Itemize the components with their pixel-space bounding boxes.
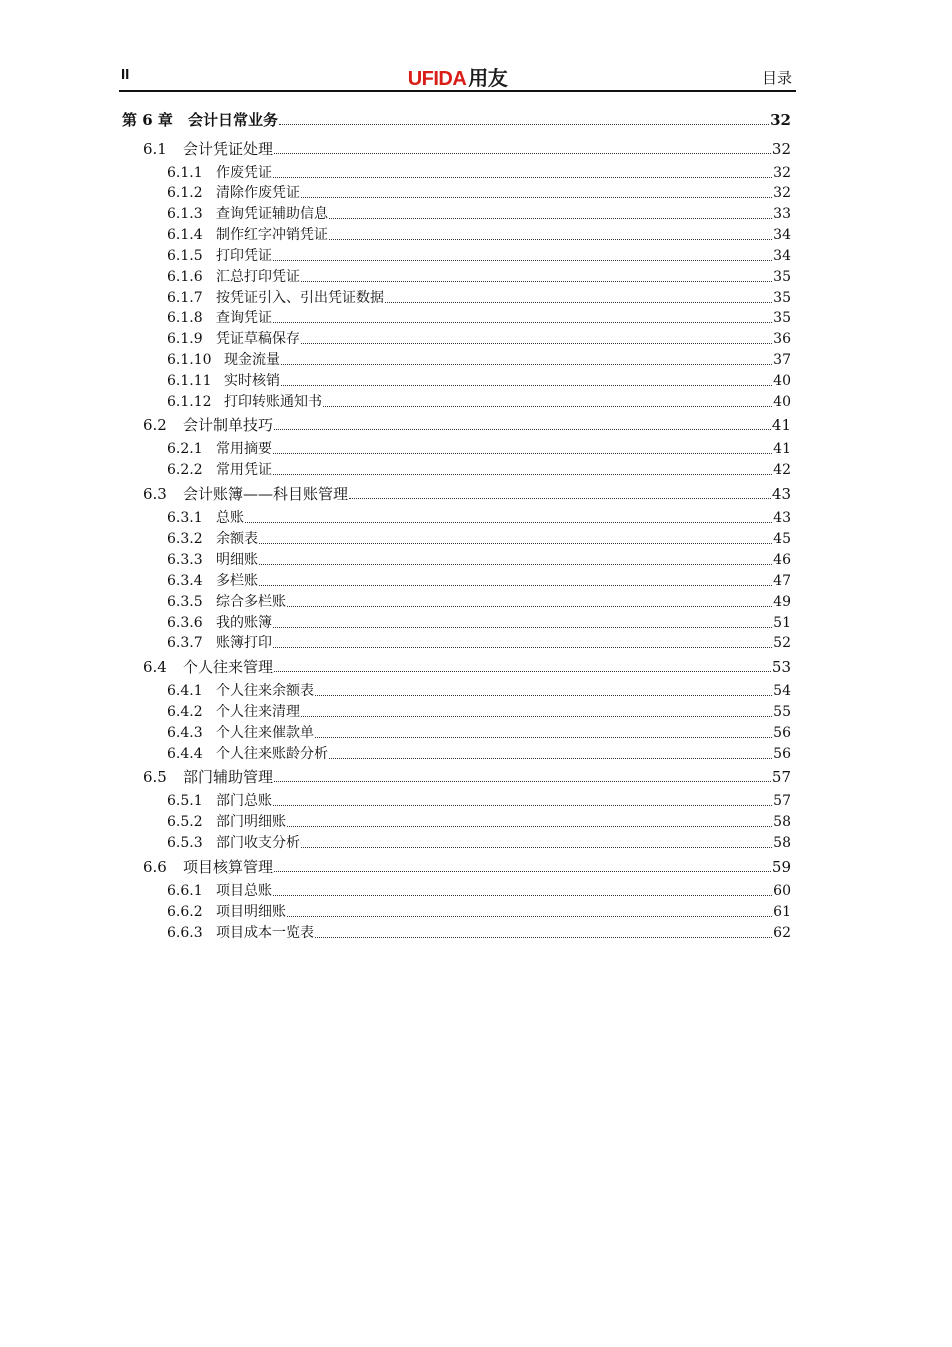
toc-entry-number: 6.4 bbox=[143, 658, 167, 676]
toc-entry-title: 会计日常业务 bbox=[188, 111, 279, 129]
toc-entry-number: 6.3.2 bbox=[167, 531, 203, 547]
dot-leader bbox=[301, 196, 772, 198]
toc-entry[interactable] bbox=[167, 681, 791, 701]
toc-entry-title: 实时核销 bbox=[224, 373, 280, 389]
toc-entry[interactable] bbox=[167, 902, 791, 922]
toc-entry[interactable] bbox=[167, 791, 791, 811]
logo-chinese: 用友 bbox=[468, 68, 508, 90]
dot-leader bbox=[273, 452, 772, 454]
toc-entry-number: 6.4.2 bbox=[167, 704, 203, 720]
toc-entry-number: 6.3.7 bbox=[167, 635, 203, 651]
toc-entry[interactable] bbox=[167, 288, 791, 308]
toc-entry-title: 部门明细账 bbox=[216, 814, 286, 830]
toc-entry-number: 6.2.2 bbox=[167, 462, 203, 478]
toc-entry[interactable] bbox=[167, 633, 791, 653]
dot-leader bbox=[301, 715, 772, 717]
dot-leader bbox=[273, 646, 772, 648]
toc-entry-page: 58 bbox=[773, 814, 791, 830]
toc-entry[interactable] bbox=[143, 657, 791, 677]
toc-entry-title: 总账 bbox=[216, 510, 244, 526]
toc-entry-title: 会计制单技巧 bbox=[183, 416, 274, 434]
dot-leader bbox=[273, 176, 772, 178]
toc-entry-title: 现金流量 bbox=[224, 352, 280, 368]
dot-leader bbox=[315, 936, 772, 938]
dot-leader bbox=[274, 152, 771, 154]
dot-leader bbox=[273, 894, 772, 896]
dot-leader bbox=[329, 217, 772, 219]
toc-entry[interactable] bbox=[167, 246, 791, 266]
toc-entry[interactable] bbox=[167, 308, 791, 328]
toc-entry-number: 6.1.3 bbox=[167, 206, 203, 222]
toc-entry-page: 32 bbox=[770, 111, 791, 129]
dot-leader bbox=[315, 694, 772, 696]
toc-entry-page: 32 bbox=[771, 140, 791, 158]
toc-entry-page: 58 bbox=[773, 835, 791, 851]
toc-entry-number: 6.1 bbox=[143, 140, 167, 158]
dot-leader bbox=[259, 563, 772, 565]
toc-entry-title: 个人往来余额表 bbox=[216, 683, 314, 699]
toc-entry-page: 40 bbox=[773, 394, 791, 410]
toc-entry[interactable] bbox=[167, 923, 791, 943]
dot-leader bbox=[259, 542, 772, 544]
toc-entry-number: 6.1.10 bbox=[167, 352, 212, 368]
toc-entry[interactable] bbox=[167, 613, 791, 633]
dot-leader bbox=[273, 804, 772, 806]
toc-entry[interactable] bbox=[167, 329, 791, 349]
toc-entry[interactable] bbox=[143, 857, 791, 877]
toc-entry-title: 项目核算管理 bbox=[183, 858, 274, 876]
toc-entry[interactable] bbox=[167, 267, 791, 287]
toc-entry[interactable] bbox=[122, 110, 791, 130]
toc-entry-page: 42 bbox=[773, 462, 791, 478]
toc-entry[interactable] bbox=[167, 225, 791, 245]
toc-entry[interactable] bbox=[167, 702, 791, 722]
dot-leader bbox=[279, 123, 769, 125]
toc-entry-number: 6.2.1 bbox=[167, 441, 203, 457]
toc-entry-title: 查询凭证辅助信息 bbox=[216, 206, 328, 222]
toc-entry-page: 51 bbox=[773, 615, 791, 631]
toc-entry-page: 57 bbox=[773, 793, 791, 809]
toc-entry-number: 第 6 章 bbox=[122, 111, 173, 129]
toc-entry-page: 46 bbox=[773, 552, 791, 568]
toc-entry-page: 35 bbox=[773, 290, 791, 306]
toc-entry[interactable] bbox=[143, 139, 791, 159]
toc-entry[interactable] bbox=[167, 350, 791, 370]
toc-entry-page: 35 bbox=[773, 269, 791, 285]
toc-entry-number: 6.1.2 bbox=[167, 185, 203, 201]
toc-entry-title: 个人往来管理 bbox=[183, 658, 274, 676]
toc-entry-page: 37 bbox=[773, 352, 791, 368]
toc-entry-number: 6.3 bbox=[143, 485, 167, 503]
toc-entry[interactable] bbox=[167, 881, 791, 901]
toc-entry[interactable] bbox=[167, 204, 791, 224]
toc-entry[interactable] bbox=[143, 767, 791, 787]
toc-entry-page: 56 bbox=[773, 746, 791, 762]
toc-entry-page: 54 bbox=[773, 683, 791, 699]
toc-entry-page: 52 bbox=[773, 635, 791, 651]
section-title: 目录 bbox=[761, 69, 792, 87]
toc-entry-page: 34 bbox=[773, 248, 791, 264]
toc-entry[interactable] bbox=[167, 571, 791, 591]
toc-entry-page: 59 bbox=[771, 858, 791, 876]
toc-entry[interactable] bbox=[167, 439, 791, 459]
toc-entry[interactable] bbox=[167, 529, 791, 549]
toc-entry[interactable] bbox=[167, 163, 791, 183]
toc-entry-page: 55 bbox=[773, 704, 791, 720]
toc-entry-number: 6.5.1 bbox=[167, 793, 203, 809]
toc-entry-title: 部门收支分析 bbox=[216, 835, 300, 851]
dot-leader bbox=[323, 405, 772, 407]
dot-leader bbox=[385, 301, 772, 303]
toc-entry[interactable] bbox=[143, 484, 791, 504]
toc-entry-title: 综合多栏账 bbox=[216, 594, 286, 610]
toc-entry-number: 6.3.3 bbox=[167, 552, 203, 568]
toc-entry-number: 6.6.2 bbox=[167, 904, 203, 920]
dot-leader bbox=[301, 280, 772, 282]
toc-entry-page: 40 bbox=[773, 373, 791, 389]
toc-entry-number: 6.1.1 bbox=[167, 165, 203, 181]
dot-leader bbox=[273, 321, 772, 323]
toc-entry-page: 49 bbox=[773, 594, 791, 610]
dot-leader bbox=[273, 473, 772, 475]
toc-entry-title: 部门辅助管理 bbox=[183, 768, 274, 786]
toc-entry-title: 部门总账 bbox=[216, 793, 272, 809]
toc-entry-title: 按凭证引入、引出凭证数据 bbox=[216, 290, 384, 306]
toc-entry[interactable] bbox=[167, 592, 791, 612]
page-number: II bbox=[121, 66, 130, 83]
toc-entry-number: 6.1.5 bbox=[167, 248, 203, 264]
toc-entry-title: 个人往来催款单 bbox=[216, 725, 314, 741]
toc-entry-title: 项目明细账 bbox=[216, 904, 286, 920]
toc-entry-title: 会计凭证处理 bbox=[183, 140, 274, 158]
logo-latin: UFIDA bbox=[407, 68, 467, 90]
toc-entry-title: 我的账簿 bbox=[216, 615, 272, 631]
toc-entry[interactable] bbox=[167, 723, 791, 743]
toc-entry-number: 6.5.2 bbox=[167, 814, 203, 830]
toc-entry-number: 6.4.3 bbox=[167, 725, 203, 741]
toc-entry-page: 53 bbox=[771, 658, 791, 676]
toc-entry[interactable] bbox=[167, 183, 791, 203]
toc-entry-number: 6.1.8 bbox=[167, 310, 203, 326]
dot-leader bbox=[274, 428, 771, 430]
toc-entry-page: 43 bbox=[771, 485, 791, 503]
dot-leader bbox=[301, 342, 772, 344]
toc-entry-number: 6.3.4 bbox=[167, 573, 203, 589]
dot-leader bbox=[329, 757, 772, 759]
toc-entry-title: 账簿打印 bbox=[216, 635, 272, 651]
toc-entry[interactable] bbox=[167, 508, 791, 528]
toc-entry-number: 6.4.4 bbox=[167, 746, 203, 762]
toc-entry-page: 32 bbox=[773, 165, 791, 181]
toc-entry-number: 6.1.7 bbox=[167, 290, 203, 306]
toc-entry-title: 作废凭证 bbox=[216, 165, 272, 181]
toc-entry-title: 汇总打印凭证 bbox=[216, 269, 300, 285]
toc-entry-title: 打印转账通知书 bbox=[224, 394, 322, 410]
toc-entry-number: 6.1.11 bbox=[167, 373, 212, 389]
toc-entry-number: 6.5.3 bbox=[167, 835, 203, 851]
toc-entry-title: 打印凭证 bbox=[216, 248, 272, 264]
toc-entry-title: 会计账簿——科目账管理 bbox=[183, 485, 349, 503]
toc-entry-page: 47 bbox=[773, 573, 791, 589]
dot-leader bbox=[329, 238, 772, 240]
dot-leader bbox=[245, 521, 772, 523]
toc-entry-title: 多栏账 bbox=[216, 573, 258, 589]
toc-entry-page: 61 bbox=[773, 904, 791, 920]
toc-entry-title: 常用凭证 bbox=[216, 462, 272, 478]
toc-entry-title: 项目总账 bbox=[216, 883, 272, 899]
toc-entry-number: 6.1.4 bbox=[167, 227, 203, 243]
toc-entry-page: 41 bbox=[773, 441, 791, 457]
dot-leader bbox=[281, 384, 772, 386]
toc-entry-page: 62 bbox=[773, 925, 791, 941]
toc-entry-number: 6.3.1 bbox=[167, 510, 203, 526]
toc-entry-page: 36 bbox=[773, 331, 791, 347]
dot-leader bbox=[259, 584, 772, 586]
toc-entry-number: 6.6 bbox=[143, 858, 167, 876]
toc-entry-page: 33 bbox=[773, 206, 791, 222]
toc-entry-number: 6.4.1 bbox=[167, 683, 203, 699]
toc-entry-page: 45 bbox=[773, 531, 791, 547]
dot-leader bbox=[273, 626, 772, 628]
toc-entry-number: 6.3.6 bbox=[167, 615, 203, 631]
toc-entry[interactable] bbox=[167, 812, 791, 832]
toc-entry[interactable] bbox=[167, 460, 791, 480]
toc-entry-number: 6.6.1 bbox=[167, 883, 203, 899]
toc-entry-page: 57 bbox=[771, 768, 791, 786]
toc-entry[interactable] bbox=[167, 744, 791, 764]
toc-entry-page: 60 bbox=[773, 883, 791, 899]
toc-entry-number: 6.1.9 bbox=[167, 331, 203, 347]
toc-entry-title: 查询凭证 bbox=[216, 310, 272, 326]
dot-leader bbox=[287, 825, 772, 827]
toc-entry-page: 43 bbox=[773, 510, 791, 526]
toc-entry-number: 6.2 bbox=[143, 416, 167, 434]
dot-leader bbox=[315, 736, 772, 738]
toc-entry-title: 项目成本一览表 bbox=[216, 925, 314, 941]
toc-entry-number: 6.6.3 bbox=[167, 925, 203, 941]
toc-entry[interactable] bbox=[143, 415, 791, 435]
dot-leader bbox=[274, 780, 771, 782]
toc-entry-title: 明细账 bbox=[216, 552, 258, 568]
dot-leader bbox=[281, 363, 772, 365]
toc-entry-title: 常用摘要 bbox=[216, 441, 272, 457]
toc-entry-number: 6.1.6 bbox=[167, 269, 203, 285]
toc-entry-page: 41 bbox=[771, 416, 791, 434]
dot-leader bbox=[287, 915, 772, 917]
dot-leader bbox=[274, 870, 771, 872]
toc-entry[interactable] bbox=[167, 550, 791, 570]
dot-leader bbox=[301, 846, 772, 848]
dot-leader bbox=[287, 605, 772, 607]
toc-entry-title: 凭证草稿保存 bbox=[216, 331, 300, 347]
toc-entry-page: 32 bbox=[773, 185, 791, 201]
toc-entry-title: 个人往来账龄分析 bbox=[216, 746, 328, 762]
toc-entry[interactable] bbox=[167, 833, 791, 853]
toc-entry-number: 6.5 bbox=[143, 768, 167, 786]
toc-entry[interactable] bbox=[167, 392, 791, 412]
toc-entry-page: 34 bbox=[773, 227, 791, 243]
dot-leader bbox=[273, 259, 772, 261]
toc-entry-title: 制作红字冲销凭证 bbox=[216, 227, 328, 243]
toc-entry[interactable] bbox=[167, 371, 791, 391]
toc-entry-title: 清除作废凭证 bbox=[216, 185, 300, 201]
toc-entry-title: 余额表 bbox=[216, 531, 258, 547]
toc-entry-page: 35 bbox=[773, 310, 791, 326]
toc-entry-number: 6.3.5 bbox=[167, 594, 203, 610]
toc-entry-title: 个人往来清理 bbox=[216, 704, 300, 720]
toc-entry-page: 56 bbox=[773, 725, 791, 741]
toc-entry-number: 6.1.12 bbox=[167, 394, 212, 410]
dot-leader bbox=[349, 497, 771, 499]
dot-leader bbox=[274, 670, 771, 672]
